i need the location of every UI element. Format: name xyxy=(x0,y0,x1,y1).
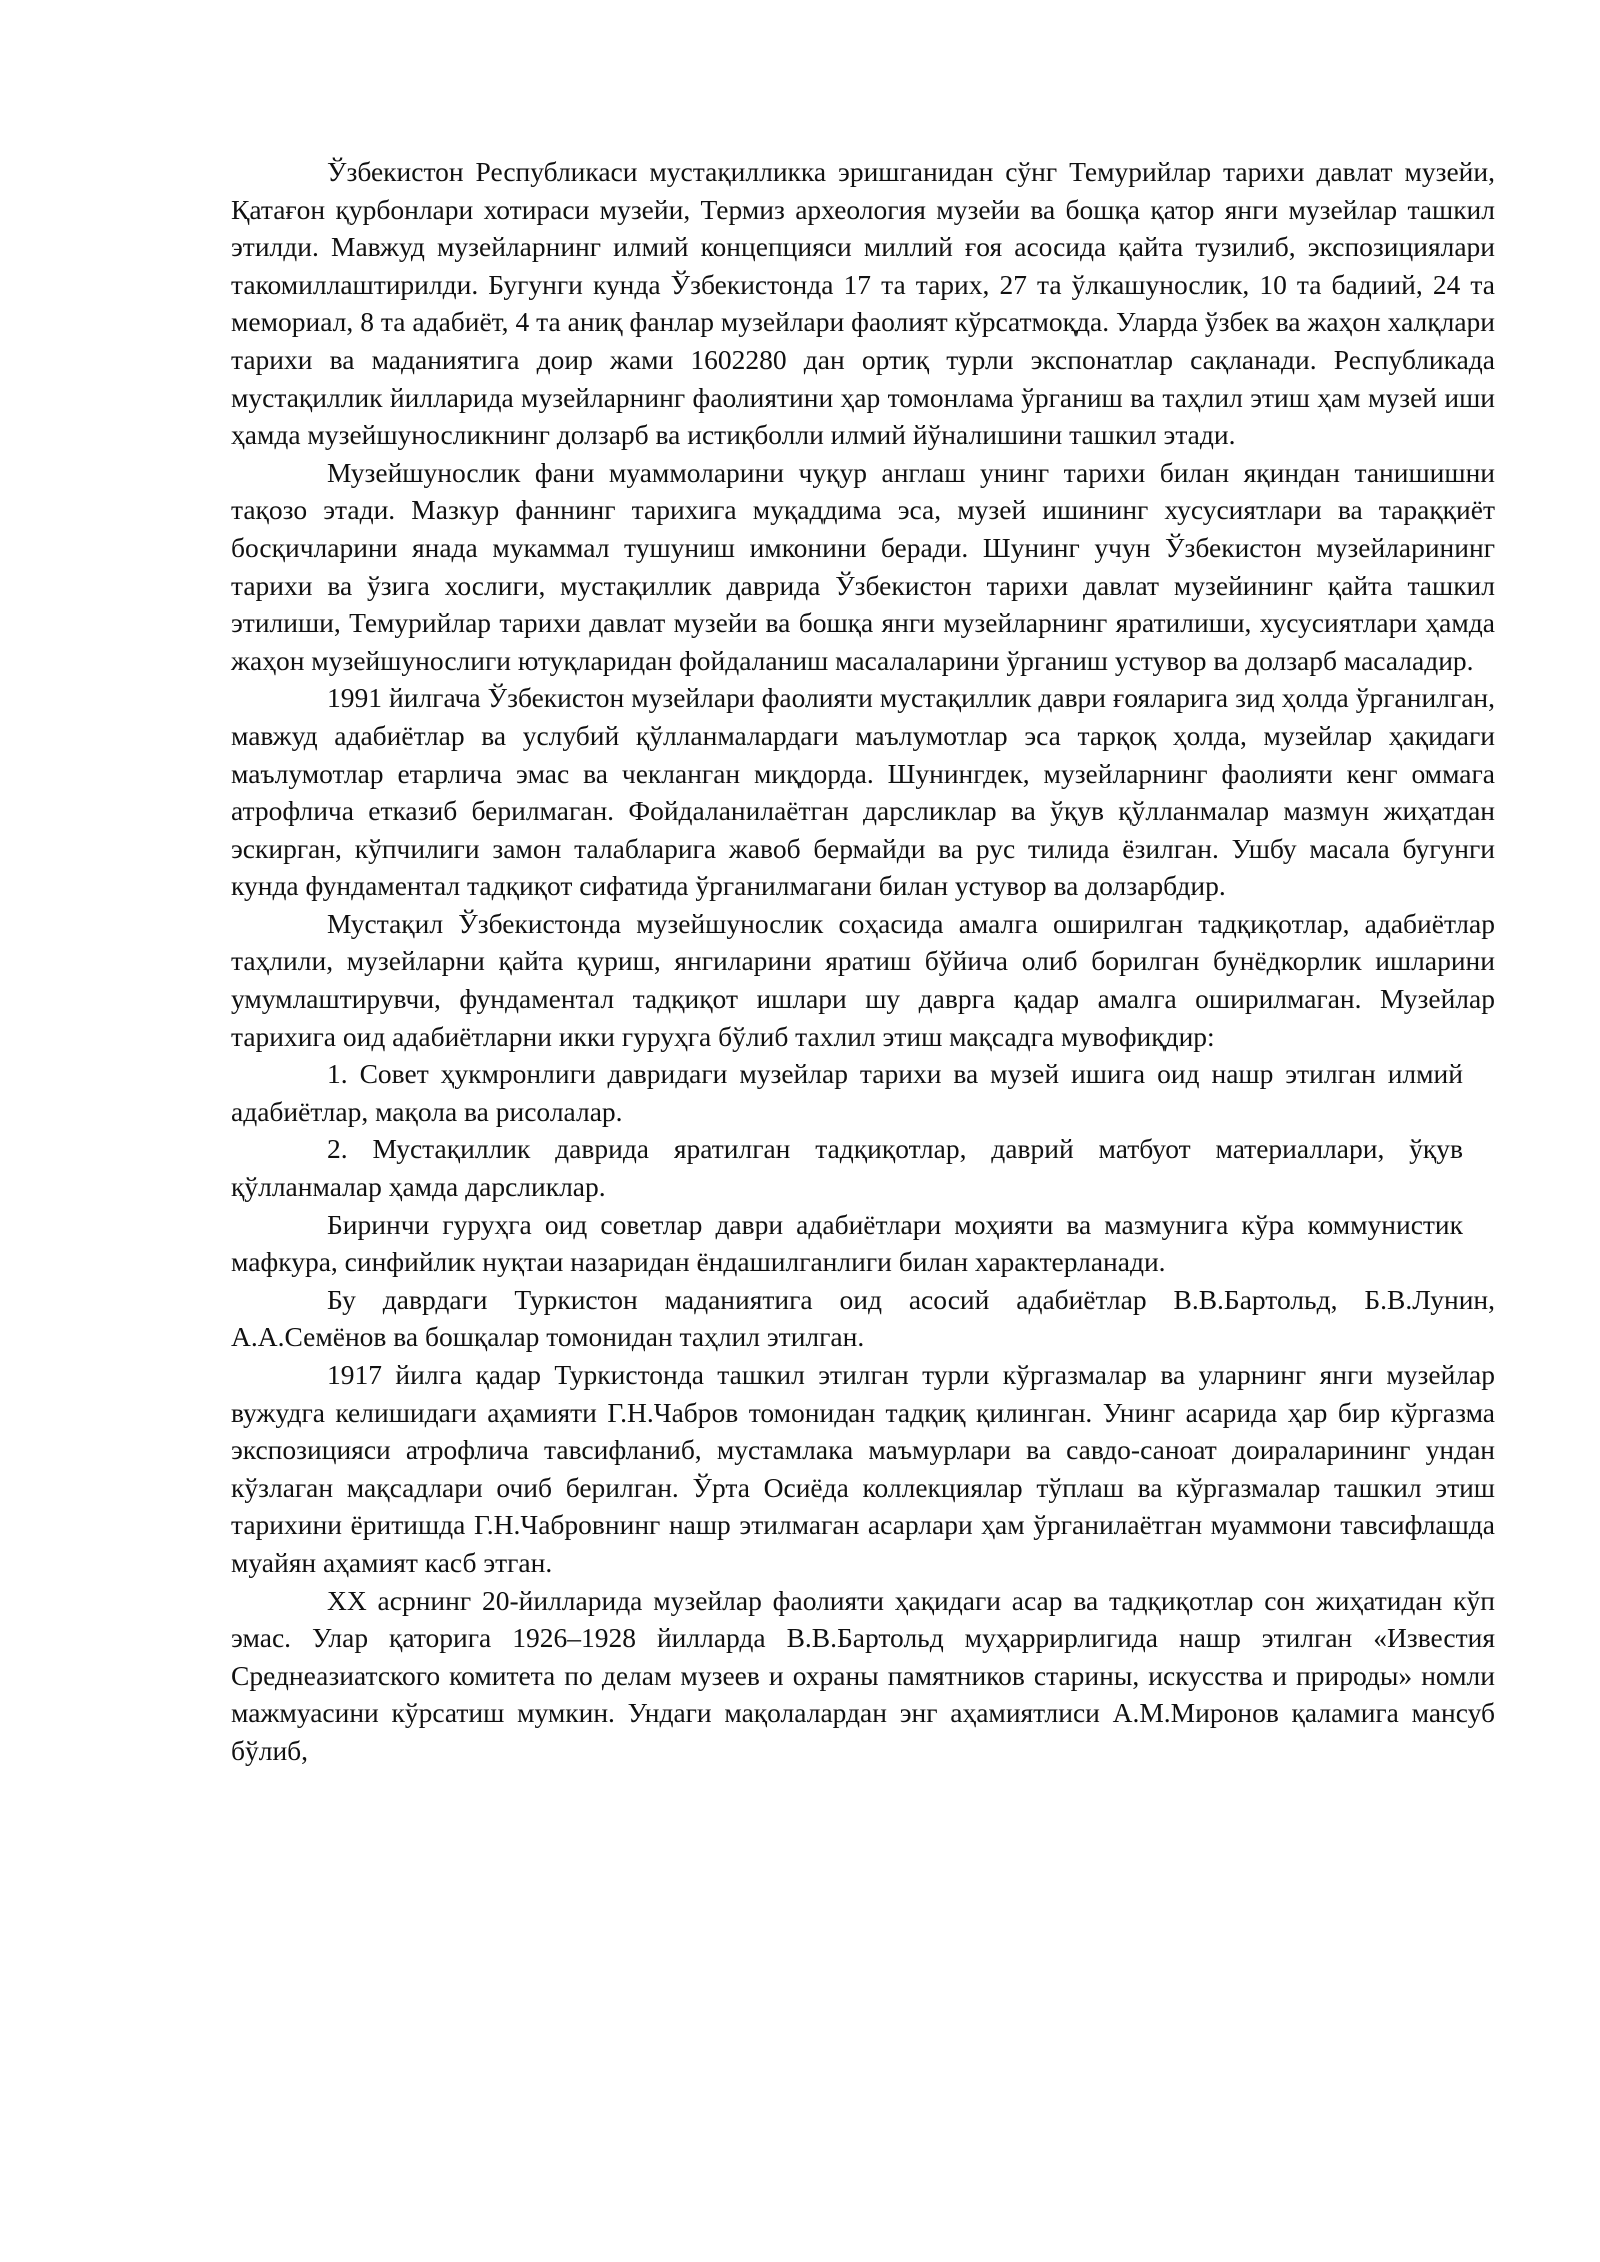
list-item: 1. Совет ҳукмронлиги давридаги музейлар тарихи ва музей ишига оид нашр этилган илмий адабиётлар, мақола ва рисолалар. xyxy=(231,1058,1463,1127)
document-page xyxy=(231,153,1495,1770)
paragraph: 1991 йилгача Ўзбекистон музейлари фаолияти мустақиллик даври ғояларига зид ҳолда ўрганилган, мавжуд адабиётлар ва услубий қўлланмалардаги маълумотлар эса тарқоқ ҳолда, музейлар ҳақидаги маълумотлар етарлича эмас ва чекланган миқдорда. Шунингдек, музейларнинг фаолияти кенг оммага атрофлича етказиб берилмаган. Фойдаланилаётган дарсликлар ва ўқув қўлланмалар мазмун жиҳатдан эскирган, кўпчилиги замон талабларига жавоб бермайди ва рус тилида ёзилган. Ушбу масала бугунги кунда фундаментал тадқиқот сифатида ўрганилмагани билан устувор ва долзарбдир. xyxy=(231,682,1495,902)
paragraph: Ўзбекистон Республикаси мустақилликка эришганидан сўнг Темурийлар тарихи давлат музейи, Қатағон қурбонлари хотираси музейи, Термиз археология музейи ва бошқа қатор янги музейлар ташкил этилди. Мавжуд музейларнинг илмий концепцияси миллий ғоя асосида қайта тузилиб, экспозициялари такомиллаштирилди. Бугунги кунда Ўзбекистонда 17 та тарих, 27 та ўлкашунослик, 10 та бадиий, 24 та мемориал, 8 та адабиёт, 4 та аниқ фанлар музейлари фаолият кўрсатмоқда. Уларда ўзбек ва жаҳон халқлари тарихи ва маданиятига доир жами 1602280 дан ортиқ турли экспонатлар сақланади. Республикада мустақиллик йилларида музейларнинг фаолиятини ҳар томонлама ўрганиш ва таҳлил этиш ҳам музей иши ҳамда музейшуносликнинг долзарб ва истиқболли илмий йўналишини ташкил этади. xyxy=(231,156,1495,451)
paragraph: 1917 йилга қадар Туркистонда ташкил этилган турли кўргазмалар ва уларнинг янги музейлар вужудга келишидаги аҳамияти Г.Н.Чабров томонидан тадқиқ қилинган. Унинг асарида ҳар бир кўргазма экспозицияси атрофлича тавсифланиб, мустамлака маъмурлари ва савдо-саноат доираларининг ундан кўзлаган мақсадлари очиб берилган. Ўрта Осиёда коллекциялар тўплаш ва кўргазмалар ташкил этиш тарихини ёритишда Г.Н.Чабровнинг нашр этилмаган асарлари ҳам ўрганилаётган муаммони тавсифлашда муайян аҳамият касб этган. xyxy=(231,1359,1495,1578)
paragraph: Мустақил Ўзбекистонда музейшунослик соҳасида амалга оширилган тадқиқотлар, адабиётлар таҳлили, музейларни қайта қуриш, янгиларини яратиш бўйича олиб борилган бунёдкорлик ишларини умумлаштирувчи, фундаментал тадқиқот ишлари шу даврга қадар амалга оширилмаган. Музейлар тарихига оид адабиётларни икки гуруҳга бўлиб тахлил этиш мақсадга мувофиқдир: xyxy=(231,907,1495,1052)
paragraph: Бу даврдаги Туркистон маданиятига оид асосий адабиётлар В.В.Бартольд, Б.В.Лунин, А.А.Семёнов ва бошқалар томонидан таҳлил этилган. xyxy=(231,1283,1495,1353)
paragraph: Биринчи гуруҳга оид советлар даври адабиётлари моҳияти ва мазмунига кўра коммунистик мафкура, синфийлик нуқтаи назаридан ёндашилганлиги билан характерланади. xyxy=(231,1208,1463,1278)
paragraph: XX асрнинг 20-йилларида музейлар фаолияти ҳақидаги асар ва тадқиқотлар сон жиҳатидан кўп эмас. Улар қаторига 1926–1928 йилларда В.В.Бартольд муҳаррирлигида нашр этилган «Известия Среднеазиатского комитета по делам музеев и охраны памятников старины, искусства и природы» номли мажмуасини кўрсатиш мумкин. Ундаги мақолалардан энг аҳамиятлиси А.М.Миронов қаламига мансуб бўлиб, xyxy=(231,1584,1495,1766)
list-item: 2. Мустақиллик даврида яратилган тадқиқотлар, даврий матбуот материаллари, ўқув қўлланмалар ҳамда дарсликлар. xyxy=(231,1133,1463,1203)
paragraph: Музейшунослик фани муаммоларини чуқур англаш унинг тарихи билан яқиндан танишишни тақозо этади. Мазкур фаннинг тарихига муқаддима эса, музей ишининг хусусиятлари ва тараққиёт босқичларини янада мукаммал тушуниш имконини беради. Шунинг учун Ўзбекистон музейларининг тарихи ва ўзига хослиги, мустақиллик даврида Ўзбекистон тарихи давлат музейининг қайта ташкил этилиши, Темурийлар тарихи давлат музейи ва бошқа янги музейларнинг яратилиши, хусусиятлари ҳамда жаҳон музейшунослиги ютуқларидан фойдаланиш масалаларини ўрганиш устувор ва долзарб масаладир. xyxy=(231,456,1495,676)
